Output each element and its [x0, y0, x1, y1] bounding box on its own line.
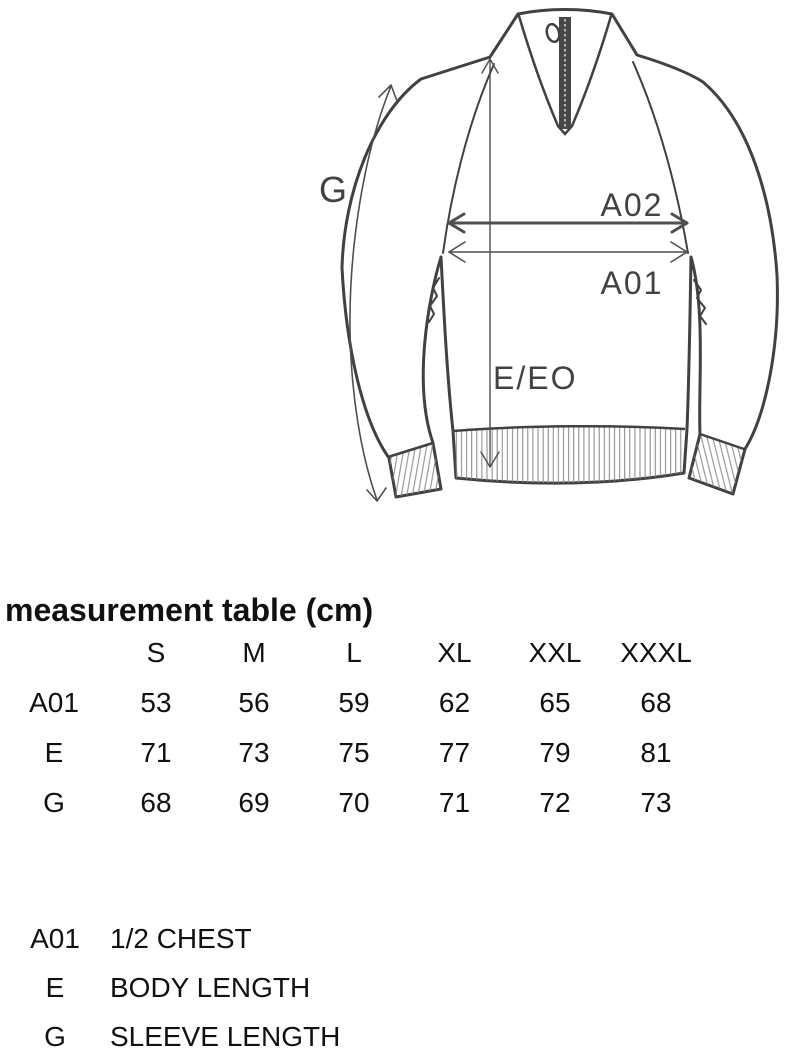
legend-label-a01: 1/2 CHEST — [110, 922, 252, 954]
value-g-m: 69 — [238, 787, 270, 818]
row-code-a01: A01 — [29, 687, 79, 718]
value-g-xl: 71 — [438, 787, 471, 818]
legend-code-g: G — [44, 1020, 66, 1052]
value-e-s: 71 — [140, 737, 172, 768]
value-e-xxl: 79 — [539, 737, 571, 768]
value-e-xl: 77 — [438, 737, 471, 768]
value-g-xxxl: 73 — [640, 787, 672, 818]
size-header-xl: XL — [437, 637, 472, 668]
diagram-label-g: G — [318, 169, 350, 210]
measurement-legend — [0, 914, 340, 1060]
measurement-table — [0, 628, 707, 828]
value-a01-xxxl: 68 — [640, 687, 672, 718]
size-header-m: M — [242, 637, 266, 668]
diagram-label-e-eo: E/EO — [493, 360, 578, 396]
value-a01-m: 56 — [238, 687, 270, 718]
diagram-label-a02: A02 — [600, 187, 664, 223]
legend-code-a01: A01 — [30, 922, 80, 954]
hem-band — [453, 426, 685, 483]
row-code-e: E — [44, 737, 64, 768]
value-a01-xl: 62 — [438, 687, 471, 718]
value-a01-xxl: 65 — [539, 687, 571, 718]
value-g-s: 68 — [140, 787, 172, 818]
legend-label-g: SLEEVE LENGTH — [110, 1020, 341, 1052]
value-e-l: 75 — [338, 737, 370, 768]
size-header-l: L — [346, 637, 362, 668]
diagram-label-a01: A01 — [600, 265, 664, 301]
size-header-xxl: XXL — [528, 637, 582, 668]
legend-label-e: BODY LENGTH — [110, 971, 311, 1003]
value-e-m: 73 — [238, 737, 270, 768]
value-e-xxxl: 81 — [640, 737, 672, 768]
size-header-xxxl: XXXL — [620, 637, 692, 668]
table-title: measurement table (cm) — [5, 592, 374, 628]
value-a01-s: 53 — [140, 687, 172, 718]
row-code-g: G — [43, 787, 65, 818]
value-a01-l: 59 — [338, 687, 370, 718]
value-g-xxl: 72 — [539, 787, 571, 818]
table-corner-cell — [0, 628, 108, 678]
size-header-s: S — [146, 637, 166, 668]
legend-code-e: E — [45, 971, 65, 1003]
value-g-l: 70 — [338, 787, 370, 818]
